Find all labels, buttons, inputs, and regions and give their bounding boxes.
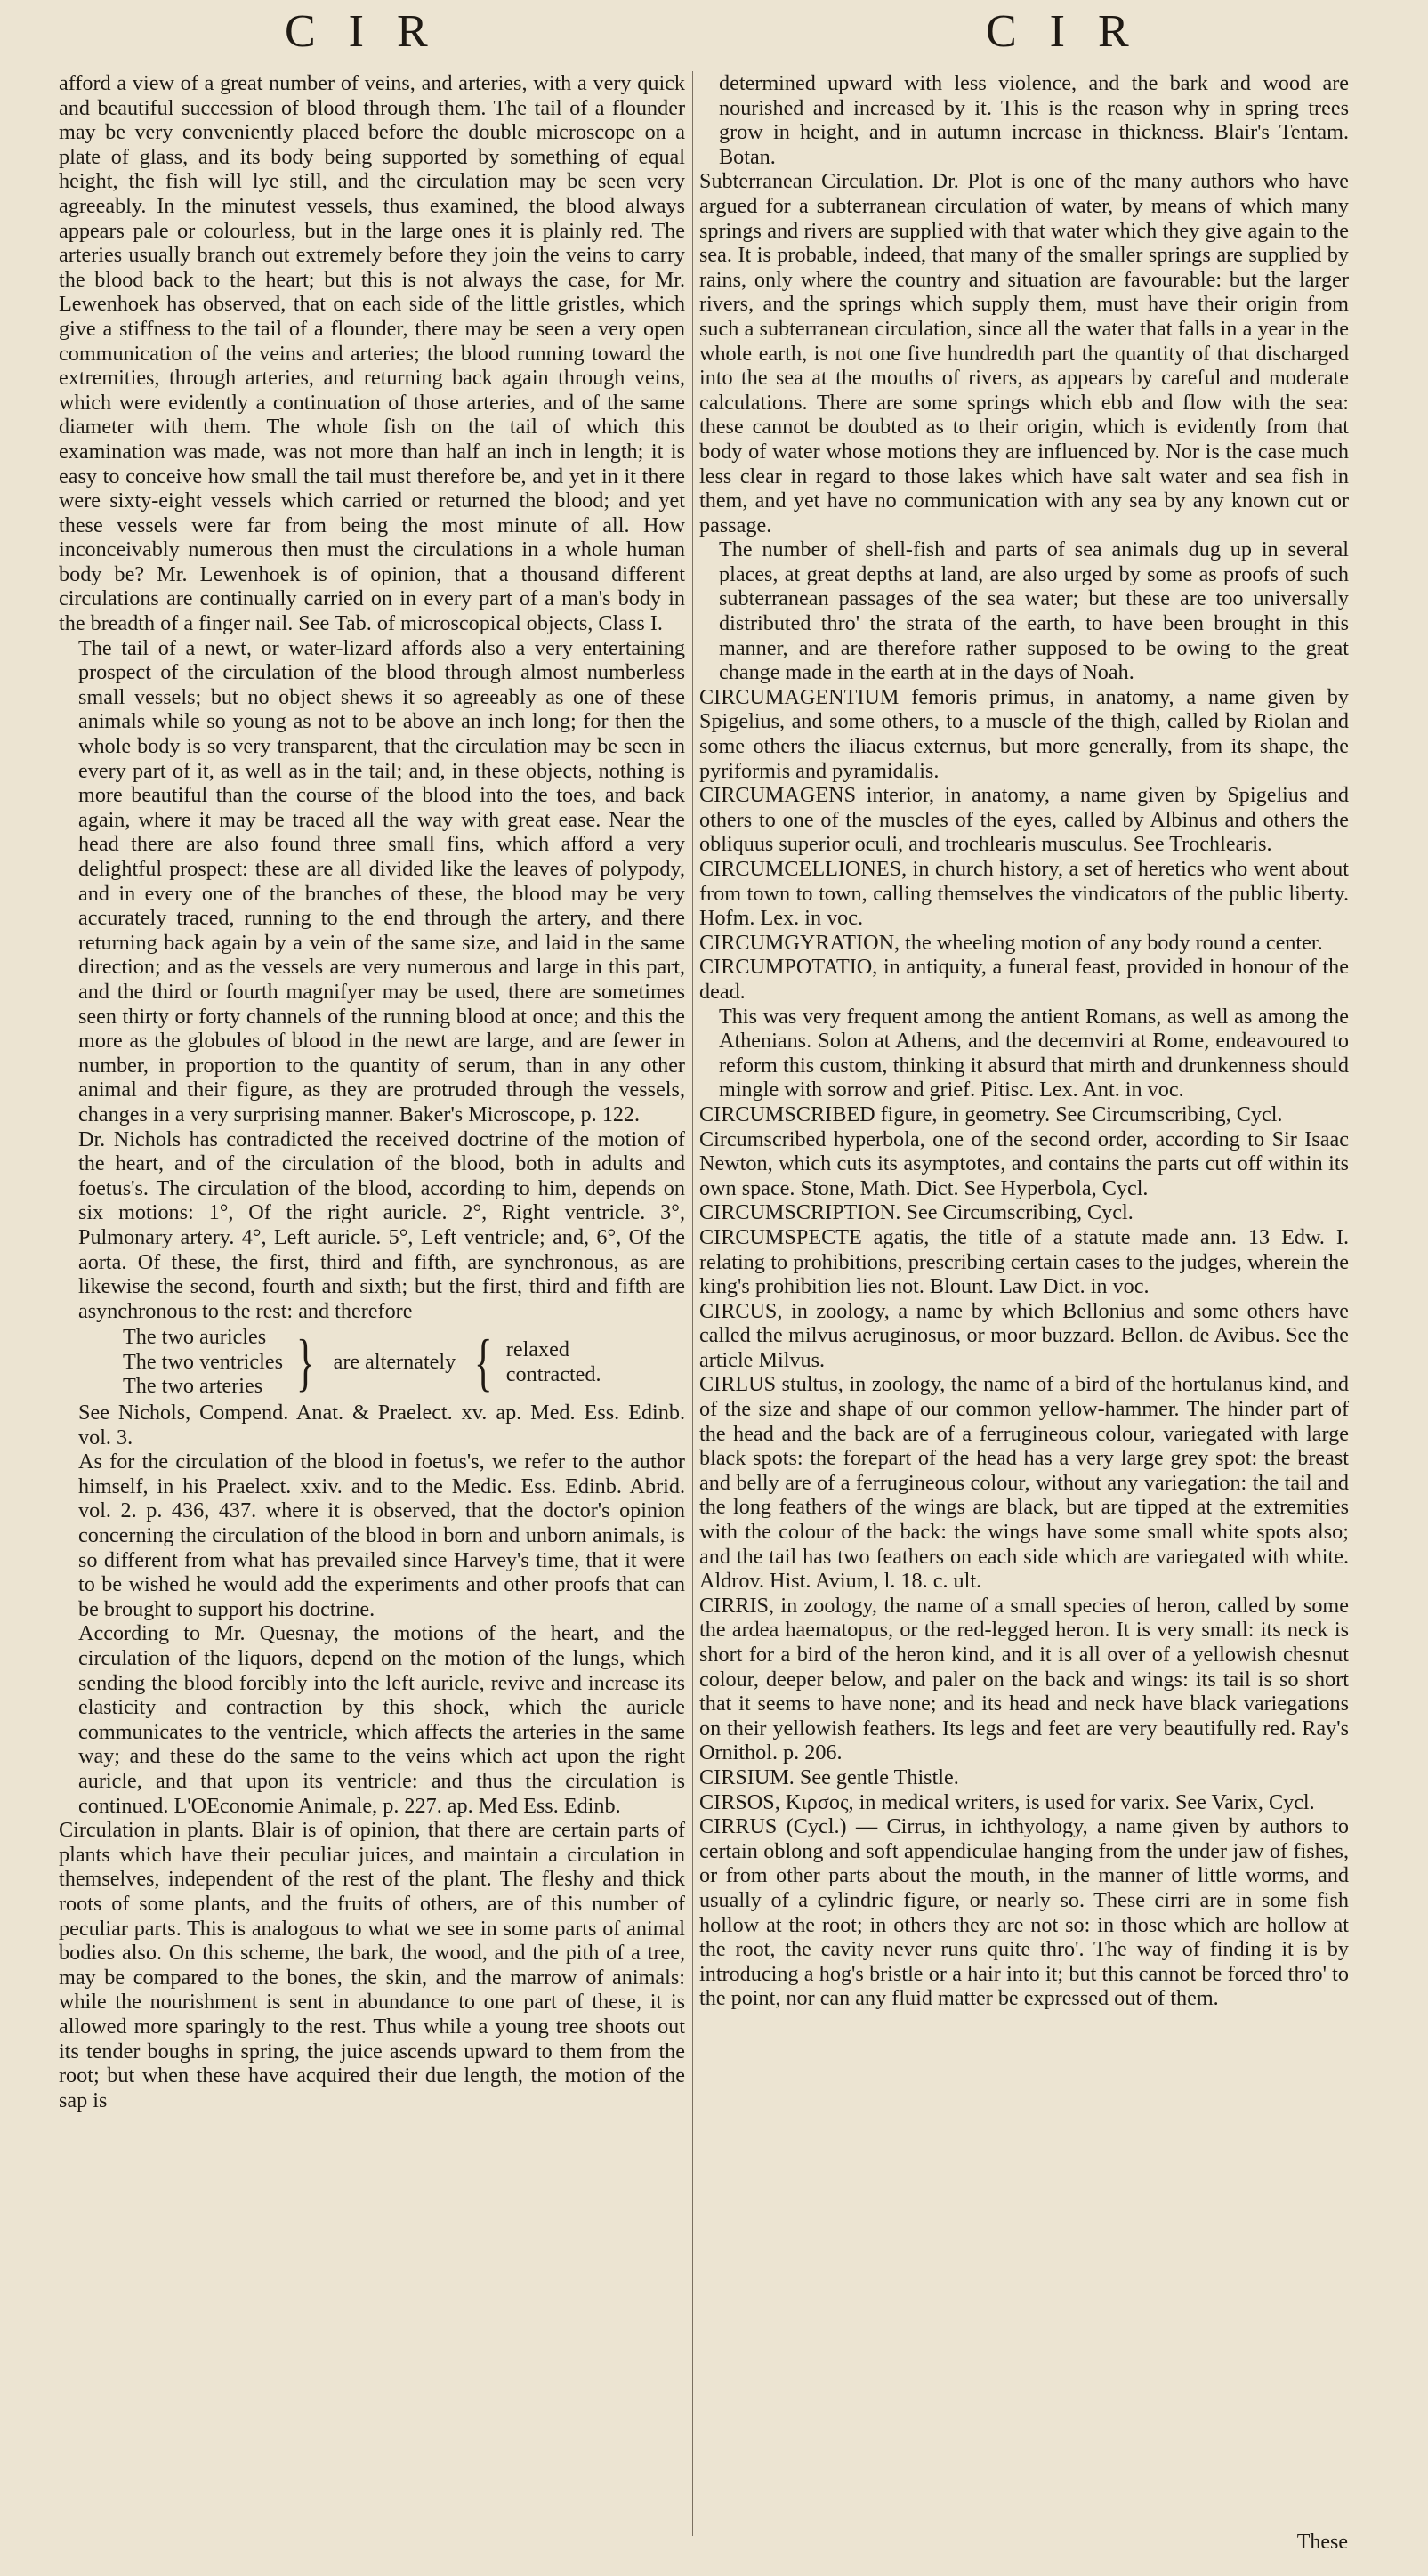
running-head-right: C I R <box>986 6 1140 57</box>
scheme-state: relaxed <box>505 1337 569 1362</box>
paragraph: As for the circulation of the blood in foetus's, we refer to the author himself, in his Praelect. xxiv. and to the Medic. Ess. Edinb. Abrid. vol. 2. p. 436, 437. where it is observed, that the doctor's opinion concerning the circulation of the blood in born and unborn animals, is so different from what has prevailed since Harvey's time, that it were to be wished he would add the experiments and other proofs that can be brought to support his doctrine. <box>78 1450 685 1621</box>
entry-cirlus: CIRLUS stultus, in zoology, the name of a bird of the hortulanus kind, and of the size and shape of our common yellow-hammer. The hinder part of the head and the back are of a ferrugineous colour, variegated with large black spots: the forepart of the head has a very large grey spot: the breast and belly are of a ferrugineous colour, without any variegation: the tail and the long feathers of the wings are black, but are tipped at the extremities with the colour of the back: the wings have some small white spots also; and the tail has two feathers on each side which are variegated with white. Aldrov. Hist. Avium, l. 18. c. ult. <box>699 1372 1349 1594</box>
left-column <box>59 71 685 2112</box>
right-column <box>699 71 1349 2011</box>
entry-circumgyration: CIRCUMGYRATION, the wheeling motion of any body round a center. <box>699 930 1323 955</box>
paragraph: determined upward with less violence, and the bark and wood are nourished and increased by it. This is the reason why in spring trees grow in height, and in autumn increase in thickness. Blair's Tentam. Botan. <box>719 71 1349 169</box>
running-head-left: C I R <box>285 6 439 57</box>
entry-subterranean-circulation: Subterranean Circulation. Dr. Plot is one of the many authors who have argued for a subterranean circulation of water, by means of which many springs and rivers are supplied with that water which they give again to the sea. It is probable, indeed, that many of the smaller springs are supplied by rains, only where the country and situation are favourable: but the larger rivers, and the springs which supply them, must have their origin from such a subterranean circulation, since all the water that falls in a year in the whole earth, is not one five hundredth part the quantity of that discharged into the sea at the mouths of rivers, as appears by careful and moderate calculations. There are some springs which ebb and flow with the sea: these cannot be doubted as to their origin, which is evidently from that body of water whose motions they are influenced by. Nor is the case much less clear in regard to those lakes which have salt water and sea fish in them, and yet have no communication with any sea by any known cut or passage. <box>699 169 1349 537</box>
entry-circumagens: CIRCUMAGENS interior, in anatomy, a name given by Spigelius and others to one of the muscles of the eyes, called by Albinus and others the obliquus superior oculi, and trochlearis musculus. See Trochlearis. <box>699 783 1349 857</box>
entry-circulation-in-plants: Circulation in plants. Blair is of opinion, that there are certain parts of plants which have their peculiar juices, and maintain a circulation in themselves, independent of the rest of the plant. The fleshy and thick roots of some plants, and the fruits of others, are of this number of peculiar parts. This is analogous to what we see in some parts of animal bodies also. On this scheme, the bark, the wood, and the pith of a tree, may be compared to the bones, the skin, and the marrow of animals: while the nourishment is sent in abundance to one part of these, it is allowed more sparingly to the rest. Thus while a young tree shoots out its tender boughs in spring, the juice ascends upward to them from the root; but when these have acquired their due length, the motion of the sap is <box>59 1818 685 2112</box>
scheme-row: The two auricles <box>123 1325 267 1350</box>
paragraph: The number of shell-fish and parts of sea animals dug up in several places, at great depths at land, are also urged by some as proofs of such subterranean passages of the sea water; but these are too universally distributed thro' the strata of the earth, to have been brought in this manner, and are therefore rather supposed to be owing to the great change made in the earth at in the days of Noah. <box>719 537 1349 685</box>
entry-cirsos: CIRSOS, Κιρσος, in medical writers, is used for varix. See Varix, Cycl. <box>699 1789 1315 1814</box>
scheme-right <box>506 1337 601 1386</box>
entry-circumpotatio: CIRCUMPOTATIO, in antiquity, a funeral feast, provided in honour of the dead. <box>699 955 1349 1004</box>
scheme-rows <box>123 1325 283 1399</box>
entry-circumspecte: CIRCUMSPECTE agatis, the title of a statute made ann. 13 Edw. I. relating to prohibitions, prescribing certain cases to the judges, wherein the king's prohibition lies not. Blount. Law Dict. in voc. <box>699 1224 1349 1299</box>
paragraph: See Nichols, Compend. Anat. & Praelect. xv. ap. Med. Ess. Edinb. vol. 3. <box>78 1401 685 1450</box>
entry-circus: CIRCUS, in zoology, a name by which Bellonius and some others have called the milvus aeruginosus, or moor buzzard. Bellon. de Avibus. See the article Milvus. <box>699 1298 1349 1372</box>
entry-circumscribed-figure: CIRCUMSCRIBED figure, in geometry. See Circumscribing, Cycl. <box>699 1102 1283 1126</box>
entry-circumscribed-hyperbola: Circumscribed hyperbola, one of the second order, according to Sir Isaac Newton, which cuts its asymptotes, and contains the parts cut off within its own space. Stone, Math. Dict. See Hyperbola, Cycl. <box>699 1126 1349 1200</box>
entry-cirris: CIRRIS, in zoology, the name of a small species of heron, called by some the ardea haematopus, or the red-legged heron. It is very small: its neck is short for a bird of the heron kind, and it is all over of a yellowish chesnut colour, deeper below, and paler on the back and wings: its tail is so short that it seems to have none; and its head and neck have black variegations on their yellowish feathers. Its legs and feet are very beautifully red. Ray's Ornithol. p. 206. <box>699 1593 1349 1765</box>
paragraph: afford a view of a great number of veins, and arteries, with a very quick and beautiful succession of blood through them. The tail of a flounder may be very conveniently placed before the double microscope on a plate of glass, and its body being supported by something of equal height, the fish will lye still, and the circulation may be seen very agreeably. In the minutest vessels, thus examined, the blood always appears pale or colourless, but in the large ones it is plainly red. The arteries usually branch out extremely before they join the veins to carry the blood back to the heart; but this is not always the case, for Mr. Lewenhoek has observed, that on each side of the little gristles, which give a stiffness to the tail of a flounder, there may be seen a very open communication of the veins and arteries; the blood running toward the extremities, through arteries, and returning back again through veins, which were evidently a continuation of those arteries, and of the same diameter with them. The whole fish on the tail of which this examination was made, was not more than half an inch in length; it is easy to conceive how small the tail must therefore be, and yet in it there were sixty-eight vessels which carried or returned the blood; and yet these vessels were far from being the most minute of all. How inconceivably numerous then must the circulations in a whole human body be? Mr. Lewenhoek is of opinion, that a thousand different circulations are continually carried on in every part of a man's body in the breadth of a finger nail. See Tab. of microscopical objects, Class I. <box>59 71 685 636</box>
brace-icon: } <box>295 1326 315 1398</box>
scheme-row: The two arteries <box>123 1374 263 1399</box>
catchword: These <box>1296 2531 1348 2554</box>
scheme-row: The two ventricles <box>123 1349 284 1374</box>
entry-cirsium: CIRSIUM. See gentle Thistle. <box>699 1764 959 1789</box>
paragraph: According to Mr. Quesnay, the motions of the heart, and the circulation of the liquors, depend on the motion of the lungs, which sending the blood forcibly into the left auricle, revive and increase its elasticity and contraction by this shock, which the auricle communicates to the ventricle, which affects the arteries in the same way; and these do the same to the veins which act upon the right auricle, and that upon its ventricle: and thus the circulation is continued. L'OEconomie Animale, p. 227. ap. Med Ess. Edinb. <box>78 1621 685 1818</box>
scheme-middle: are alternately <box>333 1349 456 1374</box>
column-divider <box>692 71 693 2536</box>
paragraph: The tail of a newt, or water-lizard affords also a very entertaining prospect of the circulation of the blood through almost numberless small vessels; but no object shews it so agreeably as one of these animals while so young as not to be above an inch long; for then the whole body is so very transparent, that the circulation may be seen in every part of it, as well as in the tail; and, in these objects, nothing is more beautiful than the course of the blood into the toes, and back again, where it may be traced all the way with great ease. Near the head there are also found three small fins, which afford a very delightful prospect: these are all divided like the leaves of polypody, and in every one of the branches of these, the blood may be very accurately traced, running to the end through the artery, and there returning back again by a vein of the same size, and laid in the same direction; and as the vessels are very numerous and large in this part, and the third or fourth magnifyer may be used, there are sometimes seen thirty or forty channels of the running blood at once; and this the more as the globules of blood in the newt are large, and are fewer in number, in proportion to the quantity of serum, than in any other animal and their figure, as they are protruded through the vessels, changes in a very surprising manner. Baker's Microscope, p. 122. <box>78 635 685 1126</box>
entry-circumscription: CIRCUMSCRIPTION. See Circumscribing, Cycl. <box>699 1200 1134 1225</box>
paragraph: This was very frequent among the antient Romans, as well as among the Athenians. Solon at Athens, and the decemviri at Rome, endeavoured to reform this custom, thinking it absurd that mirth and drunkenness should mingle with sorrow and grief. Pitisc. Lex. Ant. in voc. <box>719 1004 1349 1102</box>
entry-cirrus: CIRRUS (Cycl.) — Cirrus, in ichthyology, a name given by authors to certain oblong and soft appendiculae hanging from the under jaw of fishes, or from other parts about the mouth, in the manner of little worms, and usually of a cylindric figure, or nearly so. These cirri are in some fish hollow at the root; in others they are not so: in those which are hollow at the root, the cavity never runs quite thro'. The way of finding it is by introducing a hog's bristle or a hair into it; but this cannot be forced thro' to the point, nor can any fluid matter be expressed out of them. <box>699 1814 1349 2011</box>
scheme-state: contracted. <box>505 1361 601 1386</box>
brace-icon: { <box>474 1326 493 1398</box>
entry-circumagentium: CIRCUMAGENTIUM femoris primus, in anatomy, a name given by Spigelius, and some others, to a muscle of the thigh, called by Riolan and some others the iliacus externus, but more generally, from its shape, the pyriformis and pyramidalis. <box>699 684 1349 783</box>
paragraph: Dr. Nichols has contradicted the received doctrine of the motion of the heart, and of the circulation of the blood, both in adults and foetus's. The circulation of the blood, according to him, depends on six motions: 1°, Of the right auricle. 2°, Right ventricle. 3°, Pulmonary artery. 4°, Left auricle. 5°, Left ventricle; and, 6°, Of the aorta. Of these, the first, third and fifth, are synchronous, as are likewise the second, fourth and sixth; but the first, third and fifth are asynchronous to the rest: and therefore <box>78 1126 685 1323</box>
entry-circumcelliones: CIRCUMCELLIONES, in church history, a set of heretics who went about from town to town, calling themselves the vindicators of the public liberty. Hofm. Lex. in voc. <box>699 857 1349 931</box>
heart-motion-scheme <box>123 1325 685 1399</box>
